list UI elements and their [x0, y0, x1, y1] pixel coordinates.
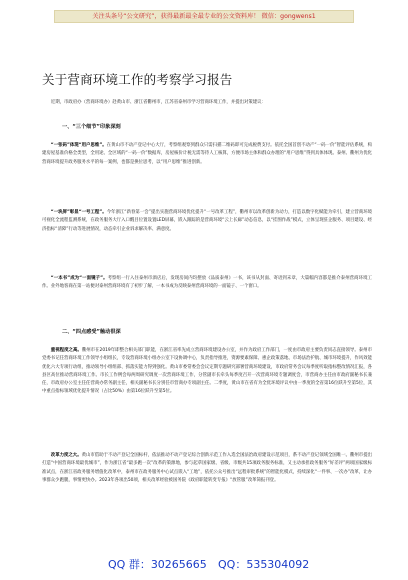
section-1-heading: 一、“三个细节”印象深刻: [62, 124, 121, 130]
section-2-heading: 二、“四点感受”触动很深: [62, 329, 121, 335]
paragraph-body: 衢州市在2019年即整合相关部门职能，在浙江省率先成立营商环境建设办公室，并作为政府工作部门，一度由市政府主要负责同志直接领导。泰州市党委书记任营商环境工作领导小组组长，专设营商环境小组办公室下设协调中心，负责指导推进，资源要素保障、惠企政策落地、市场法治护航、城市环境提升，作风效能优化六大专项行动组，推动领导小组组部、抓落实能力得到强化。黄山市委常委会会议定期专题研究部署营商环境建设，市政府常务会议每季度听取指标整改情况汇报，各县区高位推动营商环境工作。市长工作例会每两周研究调度一次营商环境工作，分管副市长牵头每季度召开一次营商环境专题调度会，市营商办主任由市政府副秘书长兼任，市政府办公室主任任营商办常务副主任，相关副秘书长分别任市营商办专项副主任。二季度，黄山市在省有为全优环境评议中由一季度的全省第16位跃升至第5位，其中重点指标领域优化提升情况（占比50%）由第16位跃升至第5位。: [42, 348, 372, 395]
paragraph-body: 今年浙江“新春第一会”提出实施营商环境优化提升“一号改革工程”，衢州市以改革创新为动力，打造以数字化赋能为牵引，建立营商环境可视化全流程监测系统，在政务服务大厅入口醒目位置设置LED屏幕，嵌入跟踪的是营商环境“云上长廊”动态信息，以“挂图作战”模式，立体呈现驻企服务、项目建设、经济指标“清障”行动等进展情况，动态牵引企业诉求解决率、满意度。: [42, 210, 372, 232]
paragraph-lead: 改革力度之大。: [50, 453, 82, 458]
section-1-paragraph-3: [42, 275, 372, 292]
paragraph-body: 在黄山市不动产登记中心大厅，考察组观察到群众只需扫描二维码即可完成税费支付。依托全国首创不动产“一码一价”智能评估系统，构建房屋基准价格全类型，全用途、全区域的“一码一价”数据库，房屋核价计税无需等待人工核算，方便市场主体和群众办理的“用户思维”得到具体体现。泰州、衢州为优化营商环境提升政务服务水平的每一案例，也都是换位思考，以“用户思维”推进创新。: [42, 143, 372, 165]
section-2-paragraph-2: [42, 452, 372, 485]
intro-paragraph: 近期，市政府办（营商环境办）赴黄山市、浙江省衢州市，江苏省泰州市学习营商环境工作，并提出对策建议：: [50, 100, 266, 105]
section-2-paragraph-1: [42, 347, 372, 397]
qq-number[interactable]: QQ：535304092: [218, 558, 310, 571]
paragraph-lead: 重视程度之高。: [50, 348, 82, 353]
section-1-paragraph-1: [42, 142, 372, 167]
paragraph-lead: “一本书”成为“一面镜子”。: [50, 276, 108, 281]
qq-group-number[interactable]: QQ 群：30265665: [108, 558, 207, 571]
document-title: 关于营商环境工作的考察学习报告: [42, 72, 233, 87]
paragraph-body: 黄山市借助于不动产登记全国标杆，依法推动不动产登记综合创新示范工作入选全国法治政府建设示范项目，系不动产登记领域全国唯一。衢州市提出打造“中国营商环境最优城市”，作为浙江省“最多跑一次”改革的策源地，参与起草国家级、省级、市级共15项政务服务标准，又主动承担政务服务“好差评”两项国家级标准试点，在浙江省政务服务增值化改革中，泰州市在政务服务中心试点嵌入“工地”，依托公众号推出“远程审批系统”的智能化模式，持续深化“一件事、一次办”改革，让办事群众少跑腿，事情更快办。2023年各项出50项，相关改革经验被国务院《政府职能转变专报》“放管服”改革简报刊登。: [42, 453, 372, 483]
paragraph-body: 考察组一行入住泰州市酒店后，发现房间内均摆放《品质泰州》一书，该书从封面、寄语到末章，大篇幅内容都是推介泰州营商环境工作。业外地客商在第一站便对泰州营商环境有了初步了解，一本书成为反映泰州营商环境的一面镜子、一个窗口。: [42, 276, 372, 290]
section-1-paragraph-2: [42, 209, 372, 234]
promo-banner[interactable]: 关注头条号“公文研究”，获得最新最全最专业的公文资料库！ 微信：gongwens1: [54, 10, 354, 23]
paragraph-lead: “一块屏”彰显“一号工程”。: [50, 210, 107, 215]
paragraph-lead: “一张码”体现“用户思维”。: [50, 143, 107, 148]
footer-contact: [0, 546, 408, 580]
